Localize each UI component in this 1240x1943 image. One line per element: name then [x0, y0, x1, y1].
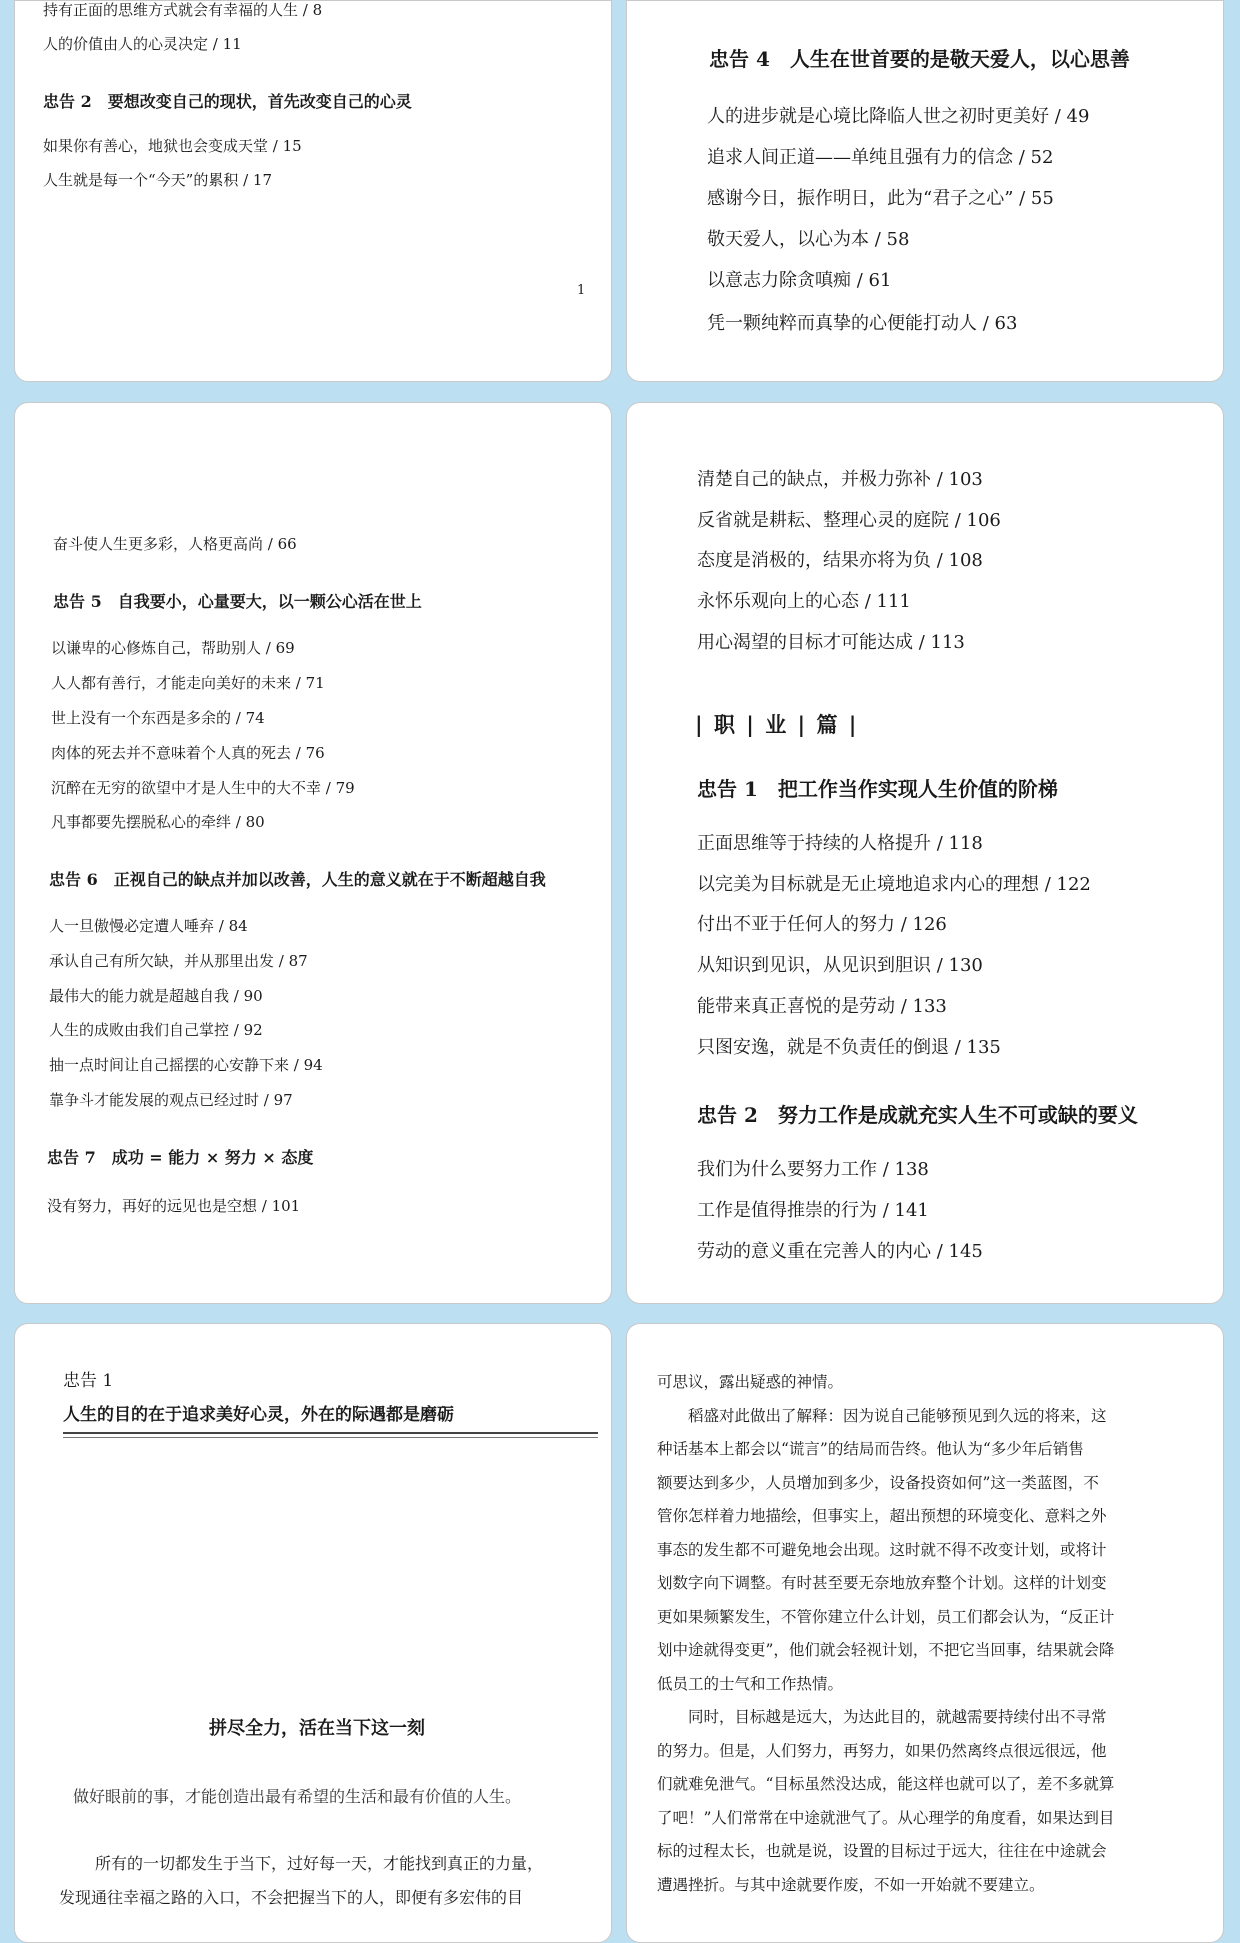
toc-entry: 清楚自己的缺点，并极力弥补 / 103: [697, 469, 983, 490]
toc-entry: 人生的成败由我们自己掌控 / 92: [49, 1021, 263, 1039]
toc-entry: 以完美为目标就是无止境地追求内心的理想 / 122: [697, 874, 1091, 895]
body-text: 种话基本上都会以“谎言”的结局而告终。他认为“多少年后销售: [657, 1440, 1084, 1458]
toc-entry: 敬天爱人，以心为本 / 58: [707, 229, 910, 250]
toc-entry: 能带来真正喜悦的是劳动 / 133: [697, 996, 947, 1017]
heading-rule: [63, 1432, 598, 1434]
toc-entry: 以谦卑的心修炼自己，帮助别人 / 69: [51, 639, 295, 657]
toc-entry: 人一旦傲慢必定遭人唾弃 / 84: [49, 917, 248, 935]
chapter-heading: 忠告 5 自我要小，心量要大，以一颗公心活在世上: [53, 592, 422, 611]
toc-entry: 肉体的死去并不意味着个人真的死去 / 76: [51, 744, 325, 762]
chapter-heading: 忠告 2 努力工作是成就充实人生不可或缺的要义: [697, 1103, 1138, 1127]
toc-entry: 没有努力，再好的远见也是空想 / 101: [47, 1197, 301, 1215]
body-text: 划中途就得变更”，他们就会轻视计划，不把它当回事，结果就会降: [657, 1641, 1115, 1659]
toc-entry: 人的进步就是心境比降临人世之初时更美好 / 49: [707, 106, 1090, 127]
body-text: 们就难免泄气。“目标虽然没达成，能这样也就可以了，差不多就算: [657, 1775, 1115, 1793]
toc-entry: 靠争斗才能发展的观点已经过时 / 97: [49, 1091, 293, 1109]
toc-entry: 人的价值由人的心灵决定 / 11: [43, 35, 242, 53]
toc-entry: 只图安逸，就是不负责任的倒退 / 135: [697, 1037, 1001, 1058]
chapter-heading: 忠告 1 把工作当作实现人生价值的阶梯: [697, 777, 1058, 801]
toc-entry: 以意志力除贪嗔痴 / 61: [707, 270, 892, 291]
toc-entry: 世上没有一个东西是多余的 / 74: [51, 709, 265, 727]
heading-rule: [63, 1437, 598, 1438]
toc-entry: 人生就是每一个“今天”的累积 / 17: [43, 171, 273, 189]
page-number: 1: [577, 283, 586, 298]
body-text: 所有的一切都发生于当下，过好每一天，才能找到真正的力量，: [95, 1854, 544, 1873]
body-text: 划数字向下调整。有时甚至要无奈地放弃整个计划。这样的计划变: [657, 1574, 1107, 1592]
section-title: | 职 | 业 | 篇 |: [695, 712, 859, 737]
article-title: 拼尽全力，活在当下这一刻: [209, 1718, 425, 1739]
body-text: 可思议，露出疑惑的神情。: [657, 1373, 844, 1391]
book-page-5: [14, 1323, 612, 1943]
body-text: 额要达到多少，人员增加到多少，设备投资如何”这一类蓝图，不: [657, 1474, 1099, 1492]
body-text: 事态的发生都不可避免地会出现。这时就不得不改变计划，或将计: [657, 1541, 1107, 1559]
toc-entry: 付出不亚于任何人的努力 / 126: [697, 914, 947, 935]
toc-entry: 用心渴望的目标才可能达成 / 113: [697, 632, 965, 653]
toc-entry: 劳动的意义重在完善人的内心 / 145: [697, 1241, 983, 1262]
toc-entry: 凭一颗纯粹而真挚的心便能打动人 / 63: [707, 313, 1018, 334]
body-text: 发现通往幸福之路的入口，不会把握当下的人，即便有多宏伟的目: [59, 1888, 524, 1907]
body-text: 遭遇挫折。与其中途就要作废，不如一开始就不要建立。: [657, 1876, 1045, 1894]
body-text: 标的过程太长，也就是说，设置的目标过于远大，往往在中途就会: [657, 1842, 1107, 1860]
toc-entry: 从知识到见识，从见识到胆识 / 130: [697, 955, 983, 976]
toc-entry: 我们为什么要努力工作 / 138: [697, 1159, 929, 1180]
toc-entry: 追求人间正道——单纯且强有力的信念 / 52: [707, 147, 1054, 168]
book-page-4: [626, 402, 1224, 1304]
chapter-label: 忠告 1: [63, 1371, 114, 1391]
toc-entry: 承认自己有所欠缺，并从那里出发 / 87: [49, 952, 308, 970]
toc-entry: 人人都有善行，才能走向美好的未来 / 71: [51, 674, 325, 692]
toc-entry: 沉醉在无穷的欲望中才是人生中的大不幸 / 79: [51, 779, 355, 797]
toc-entry: 感谢今日，振作明日，此为“君子之心” / 55: [707, 188, 1054, 209]
toc-entry: 持有正面的思维方式就会有幸福的人生 / 8: [43, 1, 323, 19]
toc-entry: 最伟大的能力就是超越自我 / 90: [49, 987, 263, 1005]
chapter-heading: 人生的目的在于追求美好心灵，外在的际遇都是磨砺: [63, 1405, 454, 1425]
chapter-heading: 忠告 6 正视自己的缺点并加以改善，人生的意义就在于不断超越自我: [49, 870, 546, 889]
epigraph: 做好眼前的事，才能创造出最有希望的生活和最有价值的人生。: [73, 1787, 522, 1806]
book-page-2: [626, 0, 1224, 382]
body-text: 管你怎样着力地描绘，但事实上，超出预想的环境变化、意料之外: [657, 1507, 1107, 1525]
body-text: 更如果频繁发生，不管你建立什么计划，员工们都会认为，“反正计: [657, 1608, 1115, 1626]
chapter-heading: 忠告 7 成功 = 能力 × 努力 × 态度: [47, 1148, 314, 1167]
chapter-heading: 忠告 2 要想改变自己的现状，首先改变自己的心灵: [43, 92, 412, 111]
toc-entry: 正面思维等于持续的人格提升 / 118: [697, 833, 983, 854]
body-text: 低员工的士气和工作热情。: [657, 1675, 844, 1693]
toc-entry: 永怀乐观向上的心态 / 111: [697, 591, 911, 612]
toc-entry: 态度是消极的，结果亦将为负 / 108: [697, 550, 983, 571]
body-text: 的努力。但是，人们努力，再努力，如果仍然离终点很远很远，他: [657, 1742, 1107, 1760]
chapter-heading: 忠告 4 人生在世首要的是敬天爱人，以心思善: [709, 47, 1130, 71]
toc-entry: 如果你有善心，地狱也会变成天堂 / 15: [43, 137, 302, 155]
toc-entry: 工作是值得推崇的行为 / 141: [697, 1200, 929, 1221]
book-page-6: [626, 1323, 1224, 1943]
body-text: 了吧！”人们常常在中途就泄气了。从心理学的角度看，如果达到目: [657, 1809, 1115, 1827]
toc-entry: 凡事都要先摆脱私心的牵绊 / 80: [51, 813, 265, 831]
book-page-3: [14, 402, 612, 1304]
book-page-1: [14, 0, 612, 382]
toc-entry: 奋斗使人生更多彩，人格更高尚 / 66: [53, 535, 297, 553]
toc-entry: 抽一点时间让自己摇摆的心安静下来 / 94: [49, 1056, 323, 1074]
body-text: 稻盛对此做出了解释：因为说自己能够预见到久远的将来，这: [657, 1407, 1107, 1425]
body-text: 同时，目标越是远大，为达此目的，就越需要持续付出不寻常: [657, 1708, 1107, 1726]
toc-entry: 反省就是耕耘、整理心灵的庭院 / 106: [697, 510, 1001, 531]
